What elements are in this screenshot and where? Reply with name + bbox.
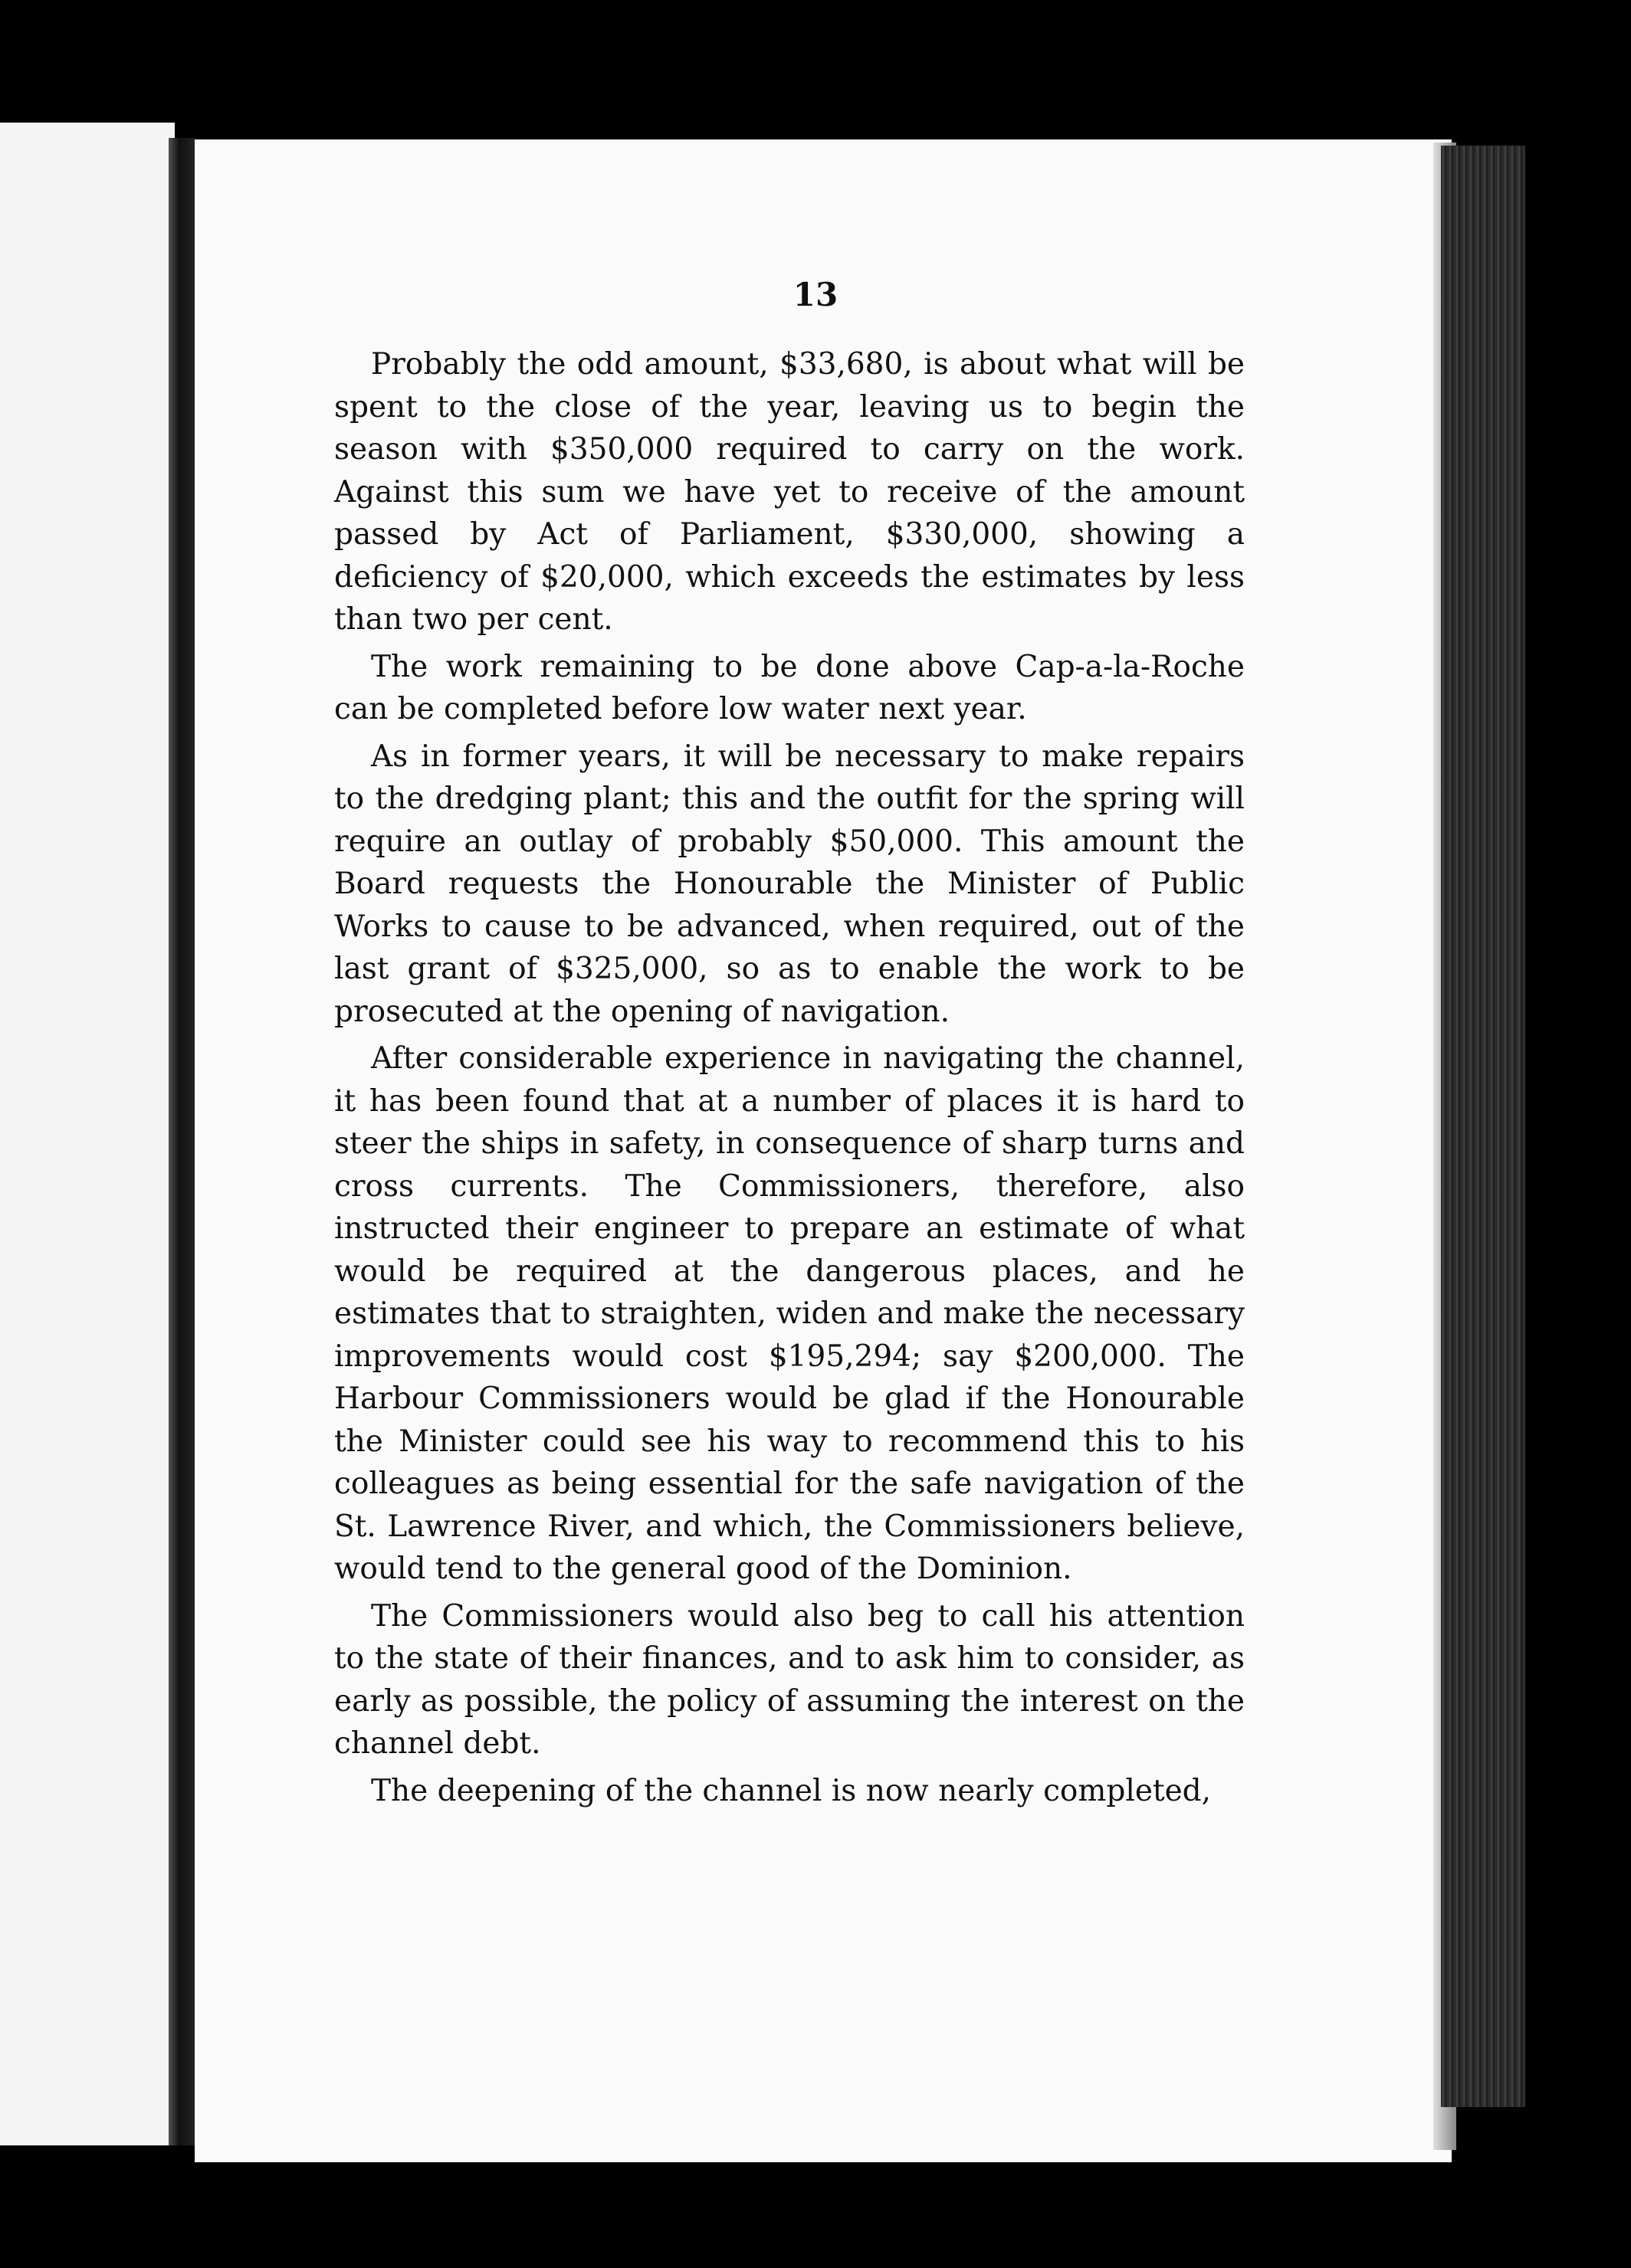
book-gutter <box>169 138 195 2145</box>
paragraph: As in former years, it will be necessary to make repairs to the dredging plant; this and the outfit for the spring will require an outlay of probably $50,000. This amount the Board requests the Honourable the Minister of Public Works to cause to be advanced, when required, out of the last grant of $325,000, so as to enable the work to be prosecuted at the opening of navigation. <box>334 739 1245 1029</box>
body-text <box>334 343 1245 1817</box>
paragraph: Probably the odd amount, $33,680, is about what will be spent to the close of the year, leaving us to begin the season with $350,000 required to carry on the work. Against this sum we have yet to receive of the amount passed by Act of Parliament, $330,000, showing a deficiency of $20,000, which exceeds the estimates by less than two per cent. <box>334 347 1245 637</box>
paragraph: The deepening of the channel is now nearly completed, <box>371 1773 1212 1808</box>
paragraph: After considerable experience in navigating the channel, it has been found that at a number of places it is hard to steer the ships in safety, in consequence of sharp turns and cross currents. The Commissioners, therefore, also instructed their engineer to prepare an estimate of what would be required at the dangerous places, and he estimates that to straighten, widen and make the necessary improvements would cost $195,294; say $200,000. The Harbour Commissioners would be glad if the Honourable the Minister could see his way to recommend this to his colleagues as being essential for the safe navigation of the St. Lawrence River, and which, the Commissioners believe, would tend to the general good of the Dominion. <box>334 1041 1245 1586</box>
page-number: 13 <box>793 276 838 313</box>
page-stack <box>1441 146 1525 2107</box>
paragraph: The work remaining to be done above Cap-a-la-Roche can be completed before low water next year. <box>334 649 1245 726</box>
paragraph: The Commissioners would also beg to call his attention to the state of their finances, and to ask him to consider, as early as possible, the policy of assuming the interest on the channel debt. <box>334 1598 1245 1761</box>
left-page <box>0 123 175 2145</box>
